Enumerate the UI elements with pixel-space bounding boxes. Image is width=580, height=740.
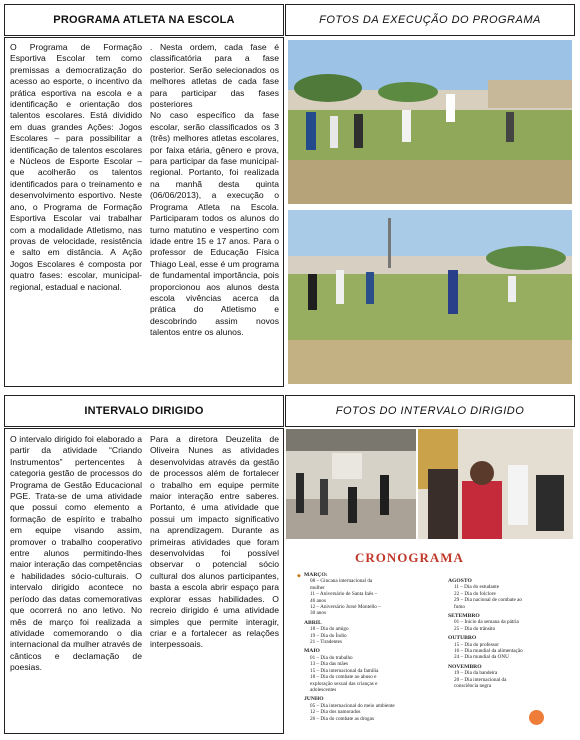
cronograma-item: 25 – Dia do trânsito (454, 625, 496, 632)
cronograma-item: 13 – Dia das mães (310, 661, 349, 668)
cronograma-month: NOVEMBRO (448, 663, 482, 670)
cronograma-item: 24 – Dia mundial da ONU (454, 654, 509, 661)
cronograma-title: CRONOGRAMA (355, 550, 464, 565)
cronograma-item: 12 – Dia dos namorados (310, 709, 361, 716)
cronograma-item: 08 – Gincana internacional da (310, 578, 373, 585)
cronograma-item: 15 – Dia internacional da família (310, 667, 379, 674)
section2-column-1: O intervalo dirigido foi elaborado a partir da atividade “Criando Instrumentos” pertencentes à categoria gestão de processos do Programa de Gestão Educacional PGE. Trata-se de uma atividade que possui como elemento a formação de espírito e trabalho em equipe visando assim, promover o trabalho cooperativo entre alunos permitindo-lhes maior interação das competências e habilidades sócio-culturais. O intervalo dirigido acontece no período das datas comemorativas que ocorrerá no ano letivo. No mês de março foi realizada a atividade comemorando o dia internacional da mulher através de cânticos e declamação de poesias. (10, 434, 142, 673)
section1-column-1: O Programa de Formação Esportiva Escolar tem como premissas a democratização do acesso ao esporte, o incentivo da prática esportiva na escola e a identificação e orientação dos talentos escolares. Está dividido em duas grandes Ações: Jogos Escolares – para possibilitar a identificação de talentos escolares e Núcleos de Esporte Escolar – que acolherão os talentos identificados para o treinamento e desenvolvimento esportivo. Neste ano, o Programa de Formação Esportiva Escolar vai trabalhar com a modalidade Atletismo, nas provas de velocidade, resistência e salto em distância. A Ação Jogos Escolares é composta por quatro fases: escolar, municipal-regional, estadual e nacional. (10, 42, 142, 292)
cronograma-item: mulher (310, 584, 325, 591)
bullet-icon: ◆ (297, 573, 301, 579)
cronograma-item: 11 – Aniversário de Santa Inês – (310, 591, 378, 598)
cronograma-item: 19 – Dia do Índio (310, 632, 347, 639)
cronograma-item: 26 – Dia do combate as drogas (310, 715, 374, 722)
cronograma-item: 12 – Aniversário Jorsé Montello – (310, 604, 381, 611)
cronograma-item: 46 anos (310, 597, 326, 604)
cronograma-item: 19 – Dia da bandeira (454, 670, 498, 677)
cronograma-item: 01 – Início da semana da pátria (454, 619, 519, 626)
cronograma-month: ABRIL (304, 619, 322, 626)
cronograma-month: MARÇO: (304, 572, 328, 578)
interval-photo-1 (286, 429, 416, 539)
section2-column-2: Para a diretora Deuzelita de Oliveira Nunes as atividades desenvolvidas através da gestão de processos além de fortalecer o trabalho em equipe permite maior interação entre saberes. Portanto, é uma atividade que possui um impacto significativo na aprendizagem. Durante as primeiras atividades que foram desenvolvidas foi possível observar o potencial sócio cultural dos alunos participantes, basta a escola abrir espaço para explorar essas habilidades. O recreio dirigido é uma atividade simples que permite interagir, criar e a fortalecer as relações interpessoais. (150, 434, 279, 650)
cronograma-month: MAIO (304, 648, 320, 655)
section1-title-text: PROGRAMA ATLETA NA ESCOLA (53, 14, 235, 26)
orange-dot-icon (529, 710, 544, 725)
cronograma-item: 21 – Tiradentes (310, 639, 342, 646)
cronograma-item: 18 – Dia do amigo (310, 626, 349, 633)
section1-title (4, 4, 284, 36)
cronograma-month: JUNHO (304, 696, 324, 703)
cronograma-left-column (304, 572, 434, 722)
cronograma-item: 22 – Dia do folclore (454, 590, 496, 597)
cronograma-right-column (448, 578, 573, 690)
cronograma-month: SETEMBRO (448, 613, 480, 620)
cronograma-item: 11 – Dia do estudante (454, 584, 500, 591)
cronograma-item: adolescentes (310, 686, 337, 693)
cronograma-item: 05 – Dia internacional do meio ambiente (310, 702, 395, 709)
section2-title-text: INTERVALO DIRIGIDO (84, 405, 204, 417)
cronograma-item: 16 – Dia mundial da alimentação (454, 648, 523, 655)
cronograma-month: AGOSTO (448, 578, 472, 584)
cronograma-item: fumo (454, 603, 465, 610)
section2-photos-title-text: FOTOS DO INTERVALO DIRIGIDO (335, 405, 525, 417)
cronograma-item: 29 – Dia nacional de combate ao (454, 597, 522, 604)
cronograma-item: 30 anos (310, 610, 326, 617)
cronograma-item: consciência negra (454, 683, 492, 690)
section1-column-2: . Nesta ordem, cada fase é classificatória para a fase posterior. Serão selecionados os melhores atletas de cada fase para participar das fases posteriores No caso específico da fase escolar, serão classificados os 3 (três) melhores atletas escolares, por faixa etária, gênero e prova, para participar da fase municipal-regional. Portanto, foi realizada na manhã desta quinta (06/06/2013), a execução o Programa Atleta na Escola. Participaram todos os alunos do turno matutino e vespertino com idade entre 15 e 17 anos. Para o professor de Educação Física Thiago Leal, esse é um programa de fundamental importância, pois proporcionou aos alunos desta escola vivências acerca da prática do Atletismo e descobrindo assim novos talentos entre os alunos. (150, 42, 279, 338)
section2-photos-title (285, 395, 575, 427)
cronograma-item: 18 – Dia do combate ao abuso e (310, 674, 377, 681)
section1-photos-title-text: FOTOS DA EXECUÇÃO DO PROGRAMA (319, 14, 541, 26)
athletics-photo-2 (288, 210, 572, 384)
cronograma-item: 01 – Dia do trabalho (310, 654, 353, 661)
cronograma-month: OUTUBRO (448, 635, 477, 642)
section2-title (4, 395, 284, 427)
cronograma-item: 15 – Dia do professor (454, 641, 499, 648)
athletics-photo-1 (288, 40, 572, 204)
cronograma-item: exploração sexual das crianças e (310, 680, 378, 687)
cronograma-item: 20 – Dia internacional da (454, 676, 507, 683)
section1-photos-title (285, 4, 575, 36)
interval-photo-2 (418, 429, 573, 539)
